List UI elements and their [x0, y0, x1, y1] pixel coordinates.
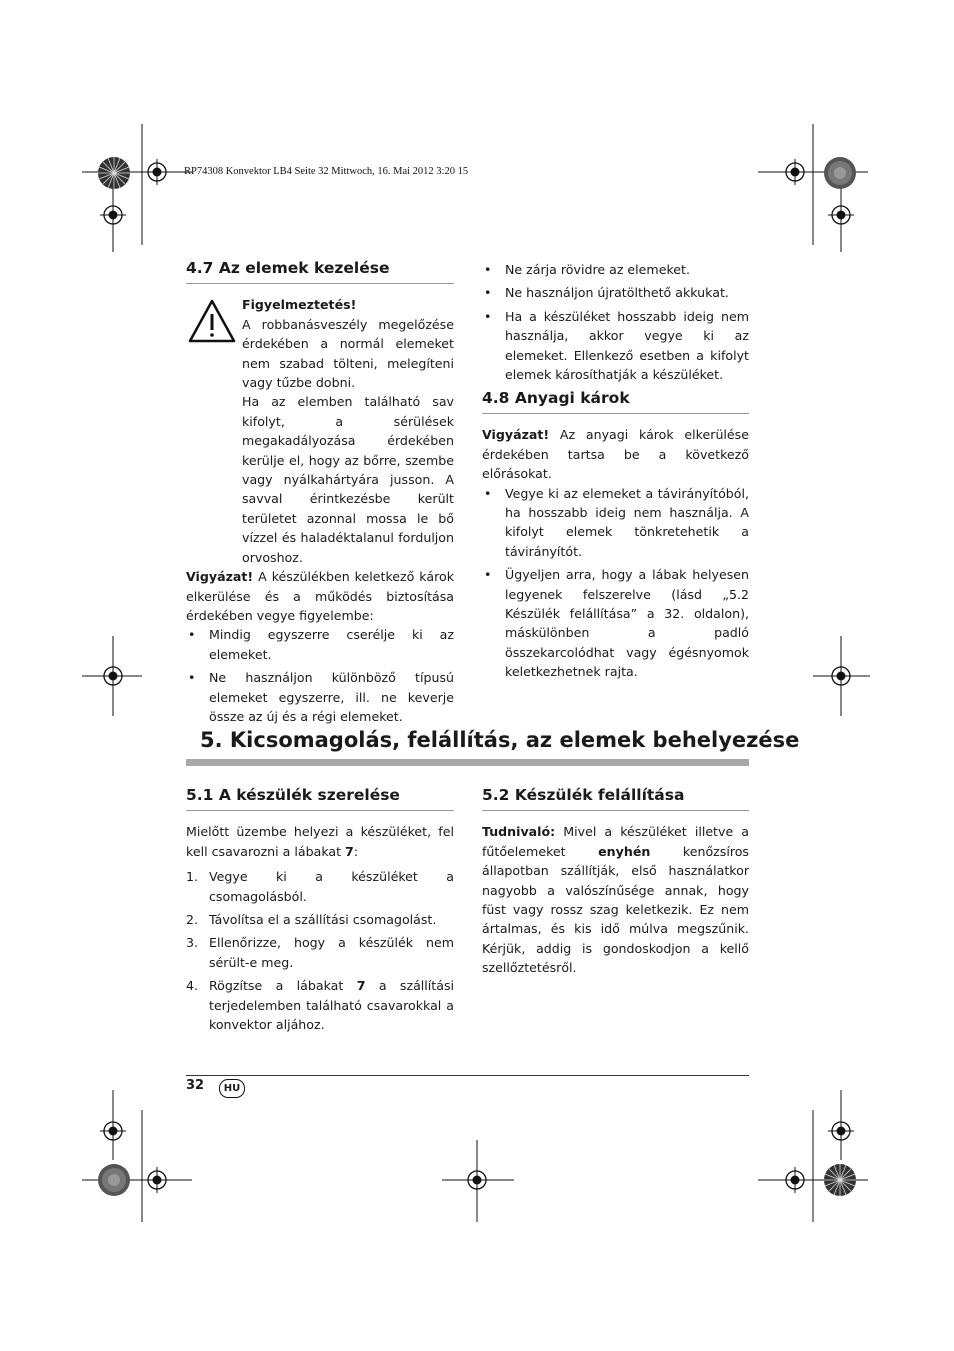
registration-mark-icon [100, 1118, 126, 1144]
page-number: 32 [186, 1078, 205, 1093]
list-item [186, 976, 454, 1034]
registration-mark-icon [464, 1167, 490, 1193]
step-text: Ellenőrizze, hogy a készülék nem sérült-e meg. [209, 935, 454, 970]
warning-text [242, 295, 454, 567]
part-reference: 7 [356, 978, 366, 994]
warning-title: Figyelmeztetés! [242, 297, 357, 313]
list-item: • Mindig egyszerre cserélje ki az elemeket. [186, 625, 454, 664]
registration-mark-icon [828, 1118, 854, 1144]
step-number: 4. [186, 978, 199, 994]
intro-paragraph [186, 822, 454, 861]
color-bar-icon [823, 156, 857, 190]
bullet-list [482, 484, 749, 682]
caution-text: A készülékben keletkező károk elkerülése és a működés biztosítása érdekében vegye figyelembe: [186, 569, 454, 623]
color-bar-icon [97, 156, 131, 190]
warning-paragraph: Ha az elemben található sav kifolyt, a sérülések megakadályozása érdekében kerülje el, hogy az bőrre, szembe vagy nyálkahártyára jusson. A savval érintkezésbe került területet azonnal mossa le bő vízzel és haladéktalanul forduljon orvoshoz. [242, 394, 454, 565]
caution-text: Az anyagi károk elkerülése érdekében tartsa be a következő előrásokat. [482, 427, 749, 482]
step-number: 1. [186, 869, 199, 885]
intro-text: Mielőtt üzembe helyezi a készüléket, fel kell csavarozni a lábakat [186, 824, 454, 859]
step-text: Távolítsa el a szállítási csomagolást. [209, 912, 437, 928]
color-bar-icon [97, 1163, 131, 1197]
registration-mark-icon [782, 1167, 808, 1193]
numbered-list [186, 867, 454, 1034]
list-item: • Ügyeljen arra, hogy a lábak helyesen legyenek felszerelve (lásd „5.2 Készülék felállítása” a 32. oldalon), máskülönben a padló összekarcolódhat vagy égésnyomok keletkezhetnek rajta. [482, 565, 749, 681]
registration-mark-icon [144, 159, 170, 185]
bullet-list [482, 260, 749, 384]
print-slug: RP74308 Konvektor LB4 Seite 32 Mittwoch, 16. Mai 2012 3:20 15 [184, 166, 469, 177]
language-badge: HU [219, 1079, 245, 1098]
list-item: • Ne zárja rövidre az elemeket. [482, 260, 749, 279]
note-emphasis: enyhén [598, 843, 651, 859]
section-5-2 [482, 786, 749, 978]
registration-mark-icon [828, 663, 854, 689]
intro-end: : [353, 843, 359, 859]
step-text: Vegye ki a készüléket a csomagolásból. [209, 869, 454, 904]
part-reference: 7 [345, 843, 354, 859]
list-item: • Ne használjon különböző típusú elemeket egyszerre, ill. ne keverje össze az új és a régi elemeket. [186, 668, 454, 726]
list-item: • Ha a készüléket hosszabb ideig nem használja, akkor vegye ki az elemeket. Ellenkező esetben a kifolyt elemek károsíthatják a készüléket. [482, 307, 749, 385]
color-bar-icon [823, 1163, 857, 1197]
list-item: • Vegye ki az elemeket a távirányítóból, ha hosszabb ideig nem használja. A kifolyt elemek tönkretehetik a távirányítót. [482, 484, 749, 562]
note-text: Mivel a készüléket illetve a fűtőelemeket [482, 824, 749, 859]
note-label: Tudnivaló: [482, 824, 556, 840]
chapter-title: 5. Kicsomagolás, felállítás, az elemek behelyezése [200, 728, 800, 752]
warning-box [186, 295, 454, 567]
registration-mark-icon [782, 159, 808, 185]
registration-mark-icon [144, 1167, 170, 1193]
registration-mark-icon [828, 202, 854, 228]
section-heading: 5.1 A készülék szerelése [186, 786, 454, 811]
registration-mark-icon [100, 202, 126, 228]
section-4-8 [482, 389, 749, 686]
section-heading: 5.2 Készülék felállítása [482, 786, 749, 811]
caution-paragraph [186, 567, 454, 625]
bullet-list [186, 625, 454, 726]
note-paragraph [482, 822, 749, 977]
section-4-7-continued [482, 260, 749, 388]
warning-paragraph: A robbanásveszély megelőzése érdekében a normál elemeket nem szabad tölteni, melegíteni vagy tűzbe dobni. [242, 316, 454, 391]
section-5-1 [186, 786, 454, 1038]
caution-label: Vigyázat! [186, 569, 254, 585]
step-number: 2. [186, 912, 199, 928]
list-item: • Ne használjon újratölthető akkukat. [482, 283, 749, 302]
step-text: a szállítási terjedelemben található csavarokkal a konvektor aljához. [209, 978, 455, 1033]
section-4-7 [186, 259, 454, 730]
warning-triangle-icon [188, 299, 236, 343]
chapter-divider [186, 759, 749, 766]
section-heading: 4.7 Az elemek kezelése [186, 259, 454, 284]
step-number: 3. [186, 935, 199, 951]
footer-rule [186, 1075, 749, 1076]
note-text: kenőzsíros állapotban szállítják, első használatkor nagyobb a valószínűsége annak, hogy füst vagy rossz szag keletkezik. Ez nem ártalmas, és kis idő múlva megszűnik. Kérjük, addig is gondoskodjon a kellő szellőztetésről. [482, 843, 749, 976]
caution-paragraph [482, 425, 749, 483]
registration-mark-icon [100, 663, 126, 689]
section-heading: 4.8 Anyagi károk [482, 389, 749, 414]
list-item [186, 910, 454, 929]
step-text: Rögzítse a lábakat [209, 978, 357, 994]
caution-label: Vigyázat! [482, 427, 550, 443]
list-item [186, 867, 454, 906]
list-item [186, 933, 454, 972]
